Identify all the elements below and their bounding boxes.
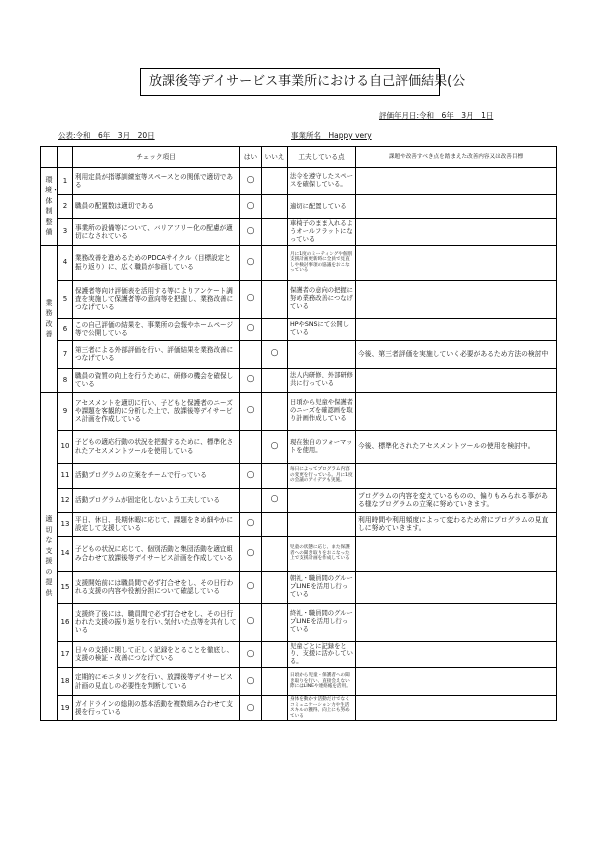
category-support [41,392,58,721]
category-environment [41,168,58,246]
table-row [41,463,557,488]
category-label: 環境・体制整備 [45,175,59,237]
check-item: 活動プログラムが固定化しないよう工夫している [73,488,240,512]
row-number: 3 [58,219,73,246]
yes-mark: ○ [240,280,262,318]
effort-point: 法人内研修、外部研修共に行っている [288,368,356,392]
header-yes: はい [240,147,262,168]
table-row [41,603,557,641]
effort-point: 朝礼・職員間のグループLINEを活用し行っている [288,571,356,603]
row-number: 5 [58,280,73,318]
yes-mark: ○ [240,219,262,246]
self-evaluation-table [40,146,557,721]
remarks [356,318,557,340]
row-number: 14 [58,536,73,571]
remarks [356,571,557,603]
table-row [41,195,557,219]
remarks: 利用時間や利用頻度によって変わるため常にプログラムの見直しに努めていきます。 [356,512,557,536]
table-row [41,368,557,392]
check-item: 活動プログラムの立案をチームで行っている [73,463,240,488]
yes-mark: ○ [240,641,262,668]
row-number: 4 [58,245,73,280]
no-mark: ○ [262,340,288,368]
check-item: この自己評価の結果を、事業所の会報やホームページ等で公開している [73,318,240,340]
header-effort: 工夫している点 [288,147,356,168]
row-number: 10 [58,430,73,463]
remarks: 今後、標準化されたアセスメントツールの使用を検討中。 [356,430,557,463]
check-item: 平日、休日、長期休暇に応じて、課題をきめ細やかに設定して支援している [73,512,240,536]
check-item: 職員の配置数は適切である [73,195,240,219]
row-number: 19 [58,696,73,721]
remarks [356,219,557,246]
yes-mark: ○ [240,696,262,721]
effort-point: 法令を遵守したスペースを確保している。 [288,168,356,195]
no-mark [262,168,288,195]
row-number: 6 [58,318,73,340]
header-check-item: チェック項目 [73,147,240,168]
effort-point: HPやSNSにて公開している [288,318,356,340]
effort-point: 適切に配置している [288,195,356,219]
yes-mark: ○ [240,536,262,571]
effort-point: 児童の状態に応じ、また保護者への聞き取りをおこなった上で支援計画を作成している [288,536,356,571]
check-item: 定期的にモニタリングを行い、放課後等デイサービス計画の見直しの必要性を判断している [73,668,240,696]
row-number: 12 [58,488,73,512]
category-label: 適切な支援の提供 [45,515,53,597]
no-mark [262,318,288,340]
remarks [356,603,557,641]
row-number: 18 [58,668,73,696]
header-category [41,147,58,168]
remarks [356,696,557,721]
table-row [41,536,557,571]
yes-mark: ○ [240,463,262,488]
check-item: アセスメントを適切に行い、子どもと保護者のニーズや課題を客観的に分析した上で、放課後等デイサービス計画を作成している [73,392,240,430]
check-item: 支援終了後には、職員間で必ず打合せをし、その日行われた支援の振り返りを行い､気付いた点等を共有している [73,603,240,641]
no-mark [262,641,288,668]
no-mark [262,603,288,641]
no-mark: ○ [262,488,288,512]
evaluation-date: 評価年月日:令和 6年 3月 1日 [379,111,494,120]
row-number: 13 [58,512,73,536]
effort-point: 日頃から児童・保護者への聞き取りを行い、直接会えない際にはLINEや連絡帳を活用。 [288,668,356,696]
table-row [41,318,557,340]
category-improvement [41,245,58,392]
row-number: 9 [58,392,73,430]
table-row [41,488,557,512]
no-mark [262,668,288,696]
check-item: 子どもの状況に応じて、個別活動と集団活動を適宜組み合わせて放課後等デイサービス計画を作成している [73,536,240,571]
no-mark [262,571,288,603]
row-number: 15 [58,571,73,603]
table-row [41,392,557,430]
effort-point: 終礼・職員間のグループLINEを活用し行っている [288,603,356,641]
row-number: 8 [58,368,73,392]
no-mark [262,245,288,280]
check-item: 職員の資質の向上を行うために、研修の機会を確保している [73,368,240,392]
table-row [41,168,557,195]
yes-mark: ○ [240,195,262,219]
yes-mark: ○ [240,318,262,340]
header-no: いいえ [262,147,288,168]
row-number: 17 [58,641,73,668]
effort-point [288,340,356,368]
remarks [356,536,557,571]
remarks [356,392,557,430]
row-number: 1 [58,168,73,195]
effort-point: 現在独自のフォーマットを使用。 [288,430,356,463]
remarks [356,463,557,488]
check-item: 第三者による外部評価を行い、評価結果を業務改善につなげている [73,340,240,368]
category-label: 業務改善 [45,298,53,339]
yes-mark: ○ [240,603,262,641]
document-title: 放課後等デイサービス事業所における自己評価結果(公 [140,68,440,96]
effort-point [288,488,356,512]
effort-point: 月に1度のミーティングや個別支援計画更新時に全員で見直しや検討事項の協議をおこなっている [288,245,356,280]
table-row [41,641,557,668]
remarks: 今後、第三者評価を実施していく必要があるため方法の検討中 [356,340,557,368]
header-remarks: 課題や改善すべき点を踏まえた改善内容又は改善目標 [356,147,557,168]
table-row [41,696,557,721]
remarks: プログラムの内容を変えているものの、偏りもみられる事がある様なプログラムの立案に努めていきます。 [356,488,557,512]
table-row [41,340,557,368]
no-mark [262,280,288,318]
row-number: 7 [58,340,73,368]
effort-point: 児童ごとに記録をとり、支援に活かしている。 [288,641,356,668]
no-mark [262,696,288,721]
yes-mark: ○ [240,368,262,392]
yes-mark: ○ [240,512,262,536]
table-row [41,512,557,536]
publication-date: 公表:令和 6年 3月 20日 [58,131,155,140]
check-item: 子どもの適応行動の状況を把握するために、標準化されたアセスメントツールを使用している [73,430,240,463]
row-number: 11 [58,463,73,488]
no-mark [262,219,288,246]
remarks [356,245,557,280]
yes-mark: ○ [240,668,262,696]
remarks [356,641,557,668]
office-name: 事業所名 Happy very [291,131,372,140]
table-row [41,430,557,463]
effort-point: 車椅子のまま入れるようオールフラットになっている [288,219,356,246]
row-number: 16 [58,603,73,641]
remarks [356,280,557,318]
remarks [356,168,557,195]
no-mark [262,463,288,488]
table-row [41,280,557,318]
check-item: 保護者等向け評価表を活用する等によりアンケート調査を実施して保護者等の意向等を把握し、業務改善につなげている [73,280,240,318]
no-mark [262,536,288,571]
yes-mark [240,430,262,463]
yes-mark: ○ [240,392,262,430]
effort-point: 保護者の意向の把握に努め業務改善につなげている [288,280,356,318]
yes-mark: ○ [240,571,262,603]
table-row [41,245,557,280]
check-item: 日々の支援に関して正しく記録をとることを徹底し、支援の検証・改善につなげている [73,641,240,668]
header-number [58,147,73,168]
yes-mark: ○ [240,168,262,195]
no-mark [262,368,288,392]
check-item: 支援開始前には職員間で必ず打合せをし、その日行われる支援の内容や役割分担について確認している [73,571,240,603]
yes-mark: ○ [240,245,262,280]
remarks [356,195,557,219]
effort-point: 身体を動かす活動だけでなくコミュニケーション力や生活スキルの獲得、向上にも努めている [288,696,356,721]
no-mark [262,392,288,430]
table-row [41,668,557,696]
effort-point: 日頃から児童や保護者のニーズを確認画を取り計画作成している [288,392,356,430]
check-item: 事業所の設備等について、バリアフリー化の配慮が適切になされている [73,219,240,246]
effort-point: 毎日によってプログラム内容の変更を行っている。月に1度の会議のアイデアも実施。 [288,463,356,488]
no-mark [262,512,288,536]
table-row [41,219,557,246]
effort-point [288,512,356,536]
table-row [41,571,557,603]
yes-mark [240,340,262,368]
check-item: ガイドラインの総則の基本活動を複数組み合わせて支援を行っている [73,696,240,721]
yes-mark [240,488,262,512]
no-mark [262,195,288,219]
check-item: 利用定員が指導訓練室等スペースとの関係で適切である [73,168,240,195]
remarks [356,668,557,696]
check-item: 業務改善を進めるためのPDCAサイクル（目標設定と振り返り）に、広く職員が参画している [73,245,240,280]
remarks [356,368,557,392]
table-header-row [41,147,557,168]
no-mark: ○ [262,430,288,463]
row-number: 2 [58,195,73,219]
